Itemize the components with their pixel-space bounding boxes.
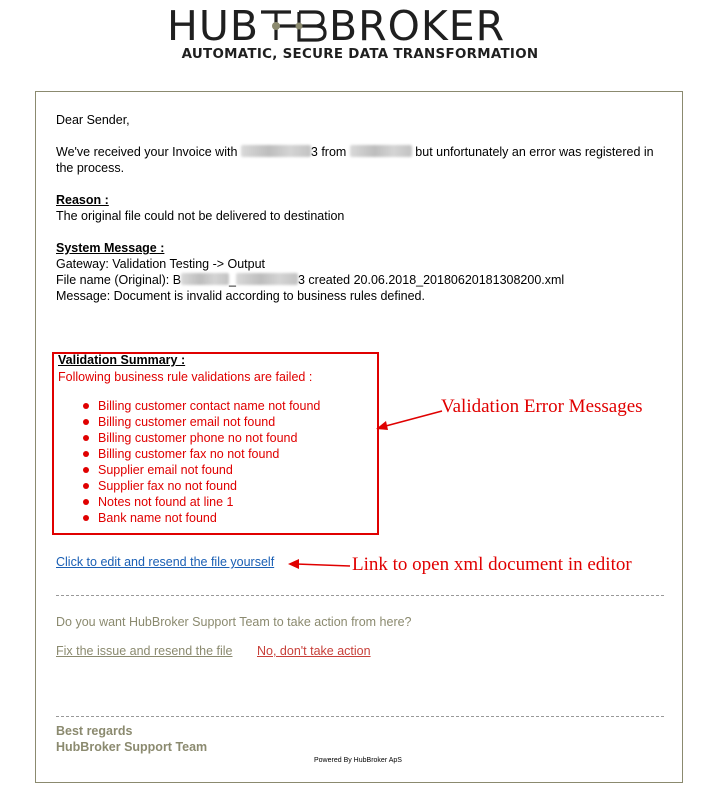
validation-annotation: Validation Error Messages <box>441 396 643 417</box>
divider <box>56 716 664 717</box>
validation-error-item: Bank name not found <box>82 510 320 526</box>
validation-error-item: Notes not found at line 1 <box>82 494 320 510</box>
validation-summary-heading: Validation Summary : <box>58 353 186 367</box>
hubbroker-logo <box>167 2 553 62</box>
redacted-invoice-number <box>241 145 311 157</box>
validation-error-item: Billing customer email not found <box>82 414 320 430</box>
signoff-regards: Best regards <box>56 724 133 738</box>
link-annotation: Link to open xml document in editor <box>352 554 632 575</box>
redacted-filename-part-2 <box>236 273 298 285</box>
intro-line-1: We've received your Invoice with 3 from but unfortunately an error was registered in <box>56 145 654 159</box>
validation-summary-box <box>52 352 379 535</box>
intro-line-2: the process. <box>56 161 125 175</box>
reason-text: The original file could not be delivered to destination <box>56 209 345 223</box>
redacted-sender-name <box>350 145 412 157</box>
validation-error-item: Supplier email not found <box>82 462 320 478</box>
logo-text-right: BROKER <box>328 2 506 50</box>
message-text: Message: Document is invalid according to business rules defined. <box>56 289 425 303</box>
divider <box>56 595 664 596</box>
signoff-team: HubBroker Support Team <box>56 740 208 754</box>
validation-error-item: Billing customer contact name not found <box>82 398 320 414</box>
logo-tagline: AUTOMATIC, SECURE DATA TRANSFORMATION <box>181 47 539 62</box>
gateway-text: Gateway: Validation Testing -> Output <box>56 257 266 271</box>
logo-wordmark <box>167 2 553 50</box>
validation-arrow-icon <box>372 408 444 432</box>
validation-error-item: Supplier fax no not found <box>82 478 320 494</box>
system-message-heading: System Message : <box>56 241 165 255</box>
validation-error-item: Billing customer fax no not found <box>82 446 320 462</box>
fix-issue-link[interactable]: Fix the issue and resend the file <box>56 644 233 658</box>
logo-text-left: HUB <box>167 2 259 50</box>
powered-by: Powered By HubBroker ApS <box>314 757 402 764</box>
email-body <box>35 91 683 783</box>
redacted-filename-part-1 <box>181 273 229 285</box>
greeting: Dear Sender, <box>56 113 130 127</box>
filename-text: File name (Original): B _ 3 created 20.06.2018_20180620181308200.xml <box>56 273 565 287</box>
validation-error-item: Billing customer phone no not found <box>82 430 320 446</box>
validation-error-list <box>82 398 320 526</box>
logo-network-icon <box>259 6 329 46</box>
validation-summary-subtitle: Following business rule validations are failed : <box>58 370 313 384</box>
no-action-link[interactable]: No, don't take action <box>257 644 371 658</box>
edit-resend-link[interactable]: Click to edit and resend the file yourself <box>56 555 275 569</box>
link-arrow-icon <box>286 558 352 572</box>
support-question: Do you want HubBroker Support Team to take action from here? <box>56 615 412 629</box>
reason-heading: Reason : <box>56 193 109 207</box>
